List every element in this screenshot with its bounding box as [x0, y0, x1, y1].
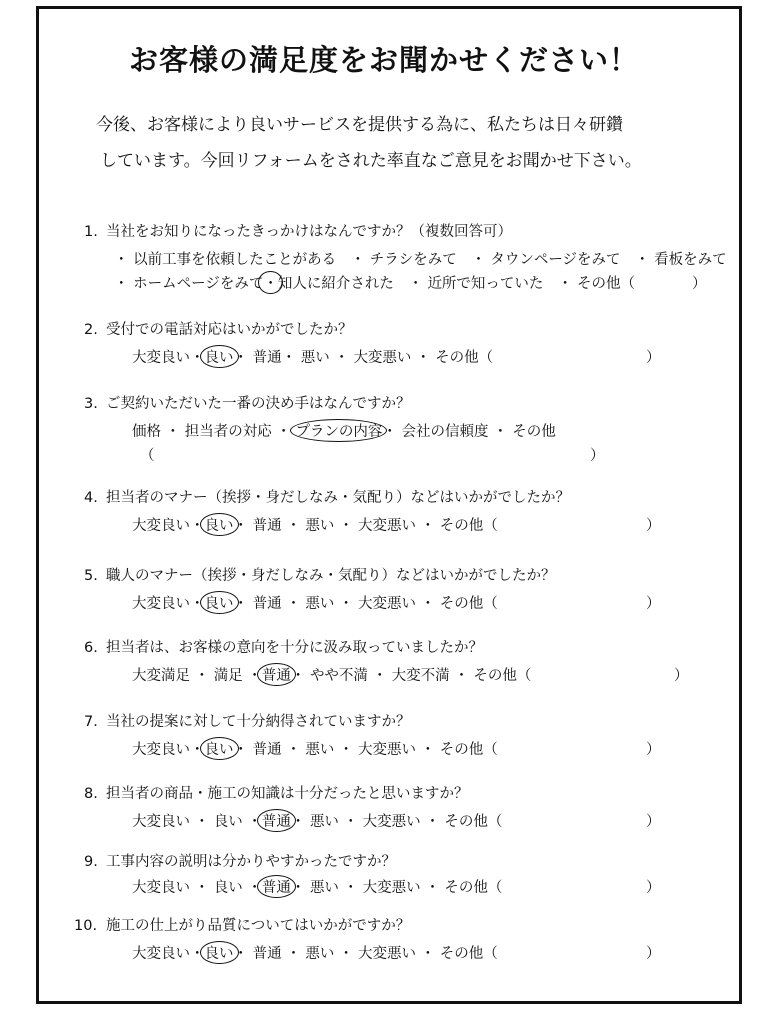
q4-close-paren: ）: [646, 518, 661, 534]
intro-line-2: しています。今回リフォームをされた率直なご意見をお聞かせ下さい。: [100, 151, 642, 171]
q3-open-paren: （: [140, 448, 155, 464]
q1-line-1: ・ 以前工事を依頼したことがある ・ チラシをみて ・ タウンページをみて ・ 看板をみて: [114, 252, 727, 268]
q1-line-2: ・ ホームページをみて・知人に紹介された ・ 近所で知っていた ・ その他（: [114, 272, 635, 293]
q9-options: 大変良い ・ 良い ・普通・ 悪い ・ 大変悪い ・ その他（: [132, 876, 502, 897]
q6-options: 大変満足 ・ 満足 ・普通・ やや不満 ・ 大変不満 ・ その他（: [132, 664, 531, 685]
page-title: お客様の満足度をお聞かせください！: [128, 43, 639, 77]
q5-close-paren: ）: [646, 596, 661, 612]
q1-close-paren: ）: [692, 276, 707, 292]
q5-options: 大変良い・良い・ 普通 ・ 悪い ・ 大変悪い ・ その他（: [132, 592, 498, 613]
q3-close-paren: ）: [590, 448, 605, 464]
question-5: 5. 職人のマナー（挨拶・身だしなみ・気配り）などはいかがでしたか？: [84, 568, 556, 584]
question-4: 4. 担当者のマナー（挨拶・身だしなみ・気配り）などはいかがでしたか？: [84, 490, 570, 506]
q6-close-paren: ）: [674, 668, 689, 684]
q10-close-paren: ）: [646, 946, 661, 962]
question-10: 10. 施工の仕上がり品質についてはいかがですか？: [74, 918, 411, 934]
intro-line-1: 今後、お客様により良いサービスを提供する為に、私たちは日々研鑽: [96, 115, 623, 135]
question-1: 1. 当社をお知りになったきっかけはなんですか？（複数回答可）: [84, 224, 512, 240]
q10-options: 大変良い・良い・ 普通 ・ 悪い ・ 大変悪い ・ その他（: [132, 942, 498, 963]
q8-close-paren: ）: [646, 814, 661, 830]
question-2: 2. 受付での電話対応はいかがでしたか？: [84, 322, 353, 338]
question-3: 3. ご契約いただいた一番の決め手はなんですか？: [84, 396, 411, 412]
q4-options: 大変良い・良い・ 普通 ・ 悪い ・ 大変悪い ・ その他（: [132, 514, 498, 535]
q2-options: 大変良い・良い・ 普通・ 悪い ・ 大変悪い ・ その他（: [132, 346, 493, 367]
q3-options: 価格 ・ 担当者の対応 ・ プランの内容・ 会社の信頼度 ・ その他: [132, 420, 556, 441]
q7-close-paren: ）: [646, 742, 661, 758]
question-6: 6. 担当者は、お客様の意向を十分に汲み取っていましたか？: [84, 640, 483, 656]
q2-close-paren: ）: [646, 350, 661, 366]
question-9: 9. 工事内容の説明は分かりやすかったですか？: [84, 854, 396, 870]
q9-close-paren: ）: [646, 880, 661, 896]
question-7: 7. 当社の提案に対して十分納得されていますか？: [84, 714, 411, 730]
q7-options: 大変良い・良い・ 普通 ・ 悪い ・ 大変悪い ・ その他（: [132, 738, 498, 759]
question-8: 8. 担当者の商品・施工の知識は十分だったと思いますか？: [84, 786, 469, 802]
q8-options: 大変良い ・ 良い ・普通・ 悪い ・ 大変悪い ・ その他（: [132, 810, 502, 831]
